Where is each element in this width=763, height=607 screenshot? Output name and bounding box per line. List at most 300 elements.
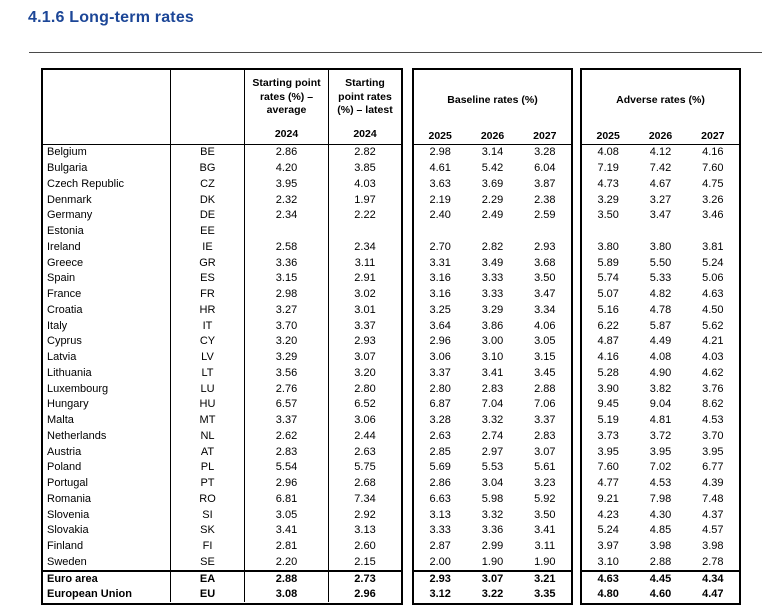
table-row	[43, 255, 401, 271]
country-cell: Sweden	[43, 555, 171, 571]
avg-rate-cell: 3.08	[245, 586, 329, 602]
baseline-rate-cell: 3.23	[534, 477, 556, 490]
table-row	[414, 381, 571, 397]
section-title: 4.1.6 Long-term rates	[28, 9, 195, 26]
avg-rate-cell: 4.20	[245, 161, 329, 177]
adverse-rate-cell	[634, 224, 686, 240]
long-term-rates-table	[41, 68, 741, 605]
adverse-rate-cell: 5.50	[649, 256, 672, 269]
adverse-rate-cell: 3.47	[649, 209, 672, 222]
table-row	[43, 208, 401, 224]
table-row	[582, 303, 739, 319]
adverse-rate-cell: 4.23	[597, 508, 619, 521]
table-row	[43, 507, 401, 523]
latest-rate-cell: 2.15	[354, 555, 376, 568]
baseline-rate-cell: 2.97	[481, 445, 504, 458]
baseline-rate-cell: 2.85	[429, 445, 451, 458]
starting-avg-label: Starting point rates (%) – average	[252, 77, 321, 117]
country-cell: France	[43, 287, 171, 303]
country-cell: Italy	[43, 318, 171, 334]
table-row	[582, 240, 739, 256]
baseline-rate-cell: 2.63	[429, 429, 451, 442]
code-cell: SI	[171, 507, 245, 523]
table-row	[414, 397, 571, 413]
adverse-rate-cell: 4.12	[649, 146, 672, 159]
table-row	[582, 381, 739, 397]
table-row	[582, 444, 739, 460]
country-cell: Hungary	[43, 397, 171, 413]
adverse-rate-cell: 2.88	[649, 555, 672, 568]
baseline-year-label: 2026	[480, 130, 505, 142]
table-row	[43, 555, 401, 571]
adverse-rate-cell: 5.16	[597, 303, 619, 316]
baseline-rate-cell: 5.53	[481, 461, 504, 474]
adverse-rate-cell: 7.02	[649, 461, 672, 474]
adverse-rate-cell: 4.67	[649, 177, 672, 190]
table-row	[43, 287, 401, 303]
baseline-rates-box	[412, 68, 573, 605]
avg-rate-cell: 3.36	[245, 255, 329, 271]
adverse-rate-cell: 4.45	[649, 572, 672, 585]
country-cell: Cyprus	[43, 334, 171, 350]
baseline-rate-cell: 5.92	[534, 492, 556, 505]
avg-rate-cell: 2.20	[245, 555, 329, 571]
adverse-rate-cell: 4.49	[649, 335, 672, 348]
avg-rate-cell: 3.05	[245, 507, 329, 523]
adverse-rate-cell: 6.22	[597, 319, 619, 332]
avg-rate-cell: 3.27	[245, 303, 329, 319]
baseline-rate-cell: 3.33	[481, 272, 504, 285]
adverse-rate-cell: 5.28	[597, 366, 619, 379]
table-row	[582, 523, 739, 539]
code-cell: FI	[171, 539, 245, 555]
latest-rate-cell: 3.85	[354, 162, 376, 175]
code-cell: HU	[171, 397, 245, 413]
table-row	[582, 208, 739, 224]
table-row	[414, 476, 571, 492]
avg-rate-cell: 3.15	[245, 271, 329, 287]
country-cell: Finland	[43, 539, 171, 555]
code-cell: HR	[171, 303, 245, 319]
table-row	[414, 240, 571, 256]
country-cell: Slovakia	[43, 523, 171, 539]
adverse-rate-cell: 5.89	[597, 256, 619, 269]
baseline-rate-cell: 5.42	[481, 162, 504, 175]
baseline-rate-cell: 1.90	[534, 555, 556, 568]
adverse-rate-cell: 4.77	[597, 477, 619, 490]
adverse-rate-cell: 3.27	[649, 193, 672, 206]
adverse-rate-cell: 4.80	[597, 587, 619, 600]
adverse-year-label: 2027	[701, 130, 725, 142]
table-row	[43, 586, 401, 602]
avg-rate-cell: 2.76	[245, 381, 329, 397]
adverse-rate-cell: 5.62	[702, 319, 724, 332]
code-cell: LV	[171, 350, 245, 366]
baseline-rate-cell: 2.29	[481, 193, 504, 206]
avg-rate-cell: 2.86	[245, 145, 329, 161]
adverse-rate-cell: 4.57	[702, 524, 724, 537]
latest-rate-cell: 2.22	[354, 209, 376, 222]
adverse-rate-cell: 3.72	[649, 429, 672, 442]
code-cell: SE	[171, 555, 245, 571]
baseline-rate-cell: 3.07	[481, 572, 504, 585]
table-row	[43, 161, 401, 177]
baseline-rate-cell: 5.69	[429, 461, 451, 474]
starting-latest-label: Starting point rates (%) – latest	[337, 77, 393, 117]
table-row	[414, 350, 571, 366]
baseline-rate-cell: 3.16	[429, 288, 451, 301]
code-cell: ES	[171, 271, 245, 287]
adverse-rate-cell: 4.85	[649, 524, 672, 537]
baseline-rate-cell: 2.74	[481, 429, 504, 442]
latest-rate-cell: 2.82	[354, 146, 376, 159]
adverse-rate-cell: 3.10	[597, 555, 619, 568]
country-cell: Euro area	[43, 572, 171, 586]
baseline-rate-cell: 3.37	[534, 414, 556, 427]
table-row	[43, 476, 401, 492]
latest-rate-cell: 4.03	[354, 177, 376, 190]
table-row	[582, 555, 739, 571]
baseline-rate-cell: 2.82	[481, 240, 504, 253]
adverse-rate-cell: 7.48	[702, 492, 724, 505]
adverse-rate-cell: 4.78	[649, 303, 672, 316]
baseline-rate-cell: 3.05	[534, 335, 556, 348]
latest-rate-cell: 1.97	[354, 193, 376, 206]
adverse-rate-cell: 4.60	[649, 587, 672, 600]
table-row	[414, 177, 571, 193]
table-row	[414, 161, 571, 177]
adverse-rate-cell: 7.60	[702, 162, 724, 175]
baseline-rate-cell: 2.83	[481, 382, 504, 395]
code-cell: CZ	[171, 177, 245, 193]
country-cell: Slovenia	[43, 507, 171, 523]
latest-rate-cell: 3.11	[354, 256, 376, 269]
baseline-rate-cell: 3.33	[429, 524, 451, 537]
adverse-rate-cell: 4.82	[649, 288, 672, 301]
latest-rate-cell: 3.06	[354, 414, 376, 427]
table-row	[582, 586, 739, 602]
adverse-rate-cell: 3.73	[597, 429, 619, 442]
avg-rate-cell: 3.37	[245, 413, 329, 429]
table-row	[582, 476, 739, 492]
baseline-rate-cell: 3.22	[481, 587, 504, 600]
table-row	[414, 492, 571, 508]
table-row	[582, 145, 739, 161]
code-cell: RO	[171, 492, 245, 508]
baseline-rate-cell: 3.50	[534, 508, 556, 521]
adverse-rate-cell: 3.46	[702, 209, 724, 222]
latest-rate-cell: 2.80	[354, 382, 376, 395]
table-row	[414, 507, 571, 523]
adverse-rate-cell: 5.19	[597, 414, 619, 427]
baseline-rate-cell: 2.99	[481, 540, 504, 553]
baseline-rate-cell: 2.88	[534, 382, 556, 395]
starting-point-box	[41, 68, 403, 605]
baseline-rate-cell: 3.28	[429, 414, 451, 427]
code-cell: PL	[171, 460, 245, 476]
table-row	[43, 318, 401, 334]
latest-rate-cell: 2.91	[354, 272, 376, 285]
avg-rate-cell: 6.57	[245, 397, 329, 413]
avg-rate-cell: 2.83	[245, 444, 329, 460]
table-row	[582, 429, 739, 445]
adverse-rate-cell: 6.77	[702, 461, 724, 474]
baseline-rate-cell: 3.28	[534, 146, 556, 159]
country-cell: European Union	[43, 586, 171, 602]
table-row	[43, 350, 401, 366]
adverse-rate-cell: 3.70	[702, 429, 724, 442]
baseline-rate-cell: 1.90	[481, 555, 504, 568]
latest-rate-cell: 2.63	[354, 445, 376, 458]
adverse-rate-cell: 4.81	[649, 414, 672, 427]
country-cell: Luxembourg	[43, 381, 171, 397]
latest-rate-cell: 3.13	[354, 524, 376, 537]
adverse-rate-cell: 4.37	[702, 508, 724, 521]
table-row	[414, 586, 571, 602]
latest-rate-cell: 3.01	[354, 303, 376, 316]
adverse-rate-cell	[687, 224, 739, 240]
avg-rate-cell: 6.81	[245, 492, 329, 508]
adverse-rates-box	[580, 68, 741, 605]
latest-rate-cell: 6.52	[354, 398, 376, 411]
avg-rate-cell: 2.34	[245, 208, 329, 224]
country-cell: Greece	[43, 255, 171, 271]
country-cell: Portugal	[43, 476, 171, 492]
starting-point-rows	[43, 145, 401, 603]
table-row	[582, 161, 739, 177]
adverse-rate-cell: 5.07	[597, 288, 619, 301]
adverse-rate-cell: 3.90	[597, 382, 619, 395]
baseline-rate-cell: 2.19	[429, 193, 451, 206]
baseline-rate-cell: 3.33	[481, 288, 504, 301]
adverse-rate-cell: 4.73	[597, 177, 619, 190]
table-row	[582, 334, 739, 350]
avg-rate-cell: 3.95	[245, 177, 329, 193]
table-row	[43, 224, 401, 240]
baseline-rate-cell: 6.04	[534, 162, 556, 175]
table-row	[414, 303, 571, 319]
latest-rate-cell: 3.20	[354, 366, 376, 379]
table-row	[582, 255, 739, 271]
code-cell: BE	[171, 145, 245, 161]
baseline-rate-cell: 5.61	[534, 461, 556, 474]
table-row	[582, 271, 739, 287]
table-row	[582, 224, 739, 240]
baseline-rate-cell: 3.41	[534, 524, 556, 537]
adverse-title: Adverse rates (%)	[616, 93, 705, 106]
starting-point-header	[43, 70, 401, 145]
adverse-rate-cell: 5.87	[649, 319, 672, 332]
table-row	[43, 397, 401, 413]
table-row	[43, 492, 401, 508]
adverse-rate-cell: 4.16	[702, 146, 724, 159]
code-cell: CY	[171, 334, 245, 350]
adverse-rate-cell: 3.80	[597, 240, 619, 253]
latest-rate-cell: 5.75	[354, 461, 376, 474]
baseline-rate-cell: 2.83	[534, 429, 556, 442]
table-row	[414, 555, 571, 571]
table-row	[43, 303, 401, 319]
avg-rate-cell: 3.41	[245, 523, 329, 539]
table-row	[414, 429, 571, 445]
code-cell: EA	[171, 572, 245, 586]
baseline-rate-cell: 4.06	[534, 319, 556, 332]
avg-rate-cell: 3.20	[245, 334, 329, 350]
table-row	[414, 413, 571, 429]
table-row	[43, 271, 401, 287]
table-row	[414, 192, 571, 208]
latest-rate-cell: 3.37	[354, 319, 376, 332]
baseline-rate-cell: 3.87	[534, 177, 556, 190]
adverse-year-label: 2025	[596, 130, 620, 142]
adverse-rate-cell: 3.95	[702, 445, 724, 458]
avg-rate-cell: 3.70	[245, 318, 329, 334]
adverse-rate-cell: 4.63	[702, 288, 724, 301]
adverse-rate-cell: 4.62	[702, 366, 724, 379]
baseline-rate-cell: 3.29	[481, 303, 504, 316]
adverse-rate-cell: 4.75	[702, 177, 724, 190]
country-cell: Latvia	[43, 350, 171, 366]
code-cell: FR	[171, 287, 245, 303]
avg-rate-cell: 3.29	[245, 350, 329, 366]
table-row	[43, 570, 401, 586]
baseline-rate-cell: 7.06	[534, 398, 556, 411]
table-row	[582, 492, 739, 508]
adverse-header	[582, 70, 739, 145]
avg-rate-cell: 2.58	[245, 240, 329, 256]
adverse-rate-cell: 4.90	[649, 366, 672, 379]
table-row	[582, 192, 739, 208]
adverse-rate-cell: 5.33	[649, 272, 672, 285]
country-cell: Croatia	[43, 303, 171, 319]
baseline-rate-cell: 3.06	[429, 351, 451, 364]
code-cell: LT	[171, 366, 245, 382]
table-row	[582, 397, 739, 413]
starting-latest-year: 2024	[353, 128, 377, 141]
adverse-rows	[582, 145, 739, 603]
table-row	[582, 413, 739, 429]
adverse-rate-cell: 3.81	[702, 240, 724, 253]
baseline-rate-cell: 3.69	[481, 177, 504, 190]
adverse-rate-cell: 4.16	[597, 351, 619, 364]
baseline-rate-cell: 3.64	[429, 319, 451, 332]
adverse-rate-cell: 4.30	[649, 508, 672, 521]
avg-rate-cell: 2.88	[245, 572, 329, 586]
table-row	[43, 145, 401, 161]
adverse-rate-cell	[582, 224, 634, 240]
adverse-rate-cell: 7.60	[597, 461, 619, 474]
latest-rate-cell: 3.07	[354, 351, 376, 364]
title-divider	[29, 52, 762, 53]
baseline-rate-cell: 3.21	[534, 572, 556, 585]
latest-rate-cell: 2.60	[354, 540, 376, 553]
avg-rate-cell: 2.81	[245, 539, 329, 555]
adverse-rate-cell: 9.45	[597, 398, 619, 411]
table-row	[43, 523, 401, 539]
baseline-rate-cell: 3.36	[481, 524, 504, 537]
country-cell: Netherlands	[43, 429, 171, 445]
baseline-rate-cell: 3.15	[534, 351, 556, 364]
table-row	[43, 444, 401, 460]
country-cell: Spain	[43, 271, 171, 287]
adverse-rate-cell: 4.34	[702, 572, 724, 585]
adverse-rate-cell: 4.50	[702, 303, 724, 316]
table-row	[43, 381, 401, 397]
adverse-rate-cell: 9.04	[649, 398, 672, 411]
table-row	[414, 539, 571, 555]
country-cell: Romania	[43, 492, 171, 508]
baseline-rate-cell: 3.45	[534, 366, 556, 379]
table-row	[414, 271, 571, 287]
baseline-rate-cell: 3.41	[481, 366, 504, 379]
adverse-rate-cell: 4.08	[649, 351, 672, 364]
table-row	[43, 177, 401, 193]
baseline-header	[414, 70, 571, 145]
adverse-rate-cell: 3.26	[702, 193, 724, 206]
starting-latest-header	[329, 70, 401, 144]
table-row	[582, 570, 739, 586]
baseline-rate-cell: 2.59	[534, 209, 556, 222]
code-header-cell	[171, 70, 245, 144]
baseline-rate-cell: 3.47	[534, 288, 556, 301]
latest-rate-cell: 2.73	[354, 572, 376, 585]
latest-rate-cell	[329, 224, 401, 240]
starting-avg-header	[245, 70, 329, 144]
adverse-rate-cell: 3.97	[597, 540, 619, 553]
table-row	[43, 413, 401, 429]
adverse-rate-cell: 4.53	[649, 477, 672, 490]
adverse-rate-cell: 3.82	[649, 382, 672, 395]
adverse-rate-cell: 7.98	[649, 492, 672, 505]
latest-rate-cell: 2.68	[354, 477, 376, 490]
latest-rate-cell: 2.96	[354, 587, 376, 600]
baseline-rate-cell: 3.14	[481, 146, 504, 159]
baseline-years-row	[414, 129, 571, 144]
adverse-rate-cell: 5.24	[702, 256, 724, 269]
baseline-rate-cell: 2.93	[534, 240, 556, 253]
baseline-rate-cell: 7.04	[481, 398, 504, 411]
table-row	[414, 523, 571, 539]
latest-rate-cell: 2.92	[354, 508, 376, 521]
country-cell: Bulgaria	[43, 161, 171, 177]
baseline-rate-cell: 6.87	[429, 398, 451, 411]
table-row	[582, 366, 739, 382]
baseline-rate-cell: 2.96	[429, 335, 451, 348]
table-row	[582, 460, 739, 476]
code-cell: IE	[171, 240, 245, 256]
country-cell: Malta	[43, 413, 171, 429]
code-cell: EU	[171, 586, 245, 602]
table-row	[43, 539, 401, 555]
baseline-rate-cell: 3.07	[534, 445, 556, 458]
baseline-year-label: 2025	[428, 130, 452, 142]
adverse-rate-cell: 4.47	[702, 587, 724, 600]
code-cell: BG	[171, 161, 245, 177]
latest-rate-cell: 3.02	[354, 288, 376, 301]
baseline-rate-cell	[414, 224, 466, 240]
table-row	[414, 366, 571, 382]
baseline-rate-cell: 2.98	[429, 146, 451, 159]
baseline-rate-cell: 3.13	[429, 508, 451, 521]
adverse-rate-cell: 2.78	[702, 555, 724, 568]
baseline-rate-cell	[466, 224, 518, 240]
baseline-rate-cell: 4.61	[429, 162, 451, 175]
latest-rate-cell: 2.34	[354, 240, 376, 253]
adverse-rate-cell: 4.53	[702, 414, 724, 427]
code-cell: SK	[171, 523, 245, 539]
table-row	[43, 240, 401, 256]
baseline-rate-cell: 3.12	[429, 587, 451, 600]
